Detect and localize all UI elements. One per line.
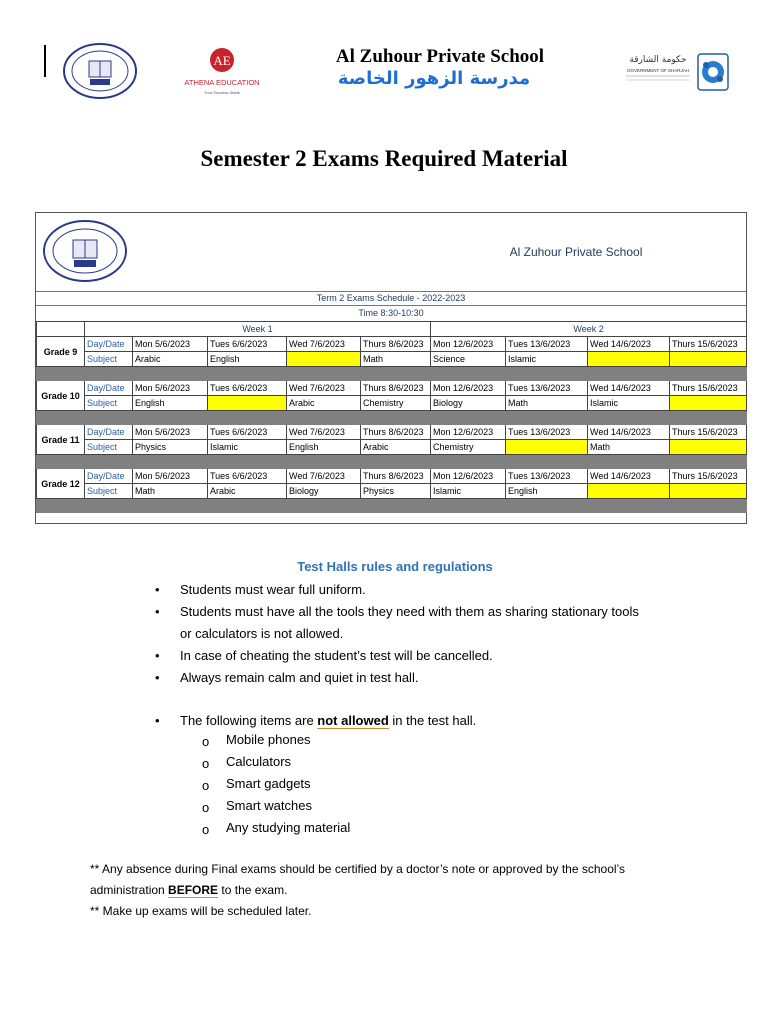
date-cell: Wed 7/6/2023	[287, 469, 361, 484]
date-row	[37, 425, 747, 440]
date-cell: Mon 12/6/2023	[431, 381, 506, 396]
schedule-subtitle: Term 2 Exams Schedule - 2022-2023	[316, 293, 466, 303]
separator-cell	[37, 367, 747, 381]
rule-item: Students must wear full uniform.	[180, 582, 366, 597]
date-cell: Thurs 8/6/2023	[361, 381, 431, 396]
week2-label: Week 2	[431, 322, 747, 337]
subject-cell: Chemistry	[431, 440, 506, 455]
bullet-icon: •	[155, 582, 160, 597]
empty-subject-cell	[588, 352, 670, 367]
date-cell: Mon 5/6/2023	[133, 425, 208, 440]
subject-cell: Arabic	[133, 352, 208, 367]
date-cell: Thurs 15/6/2023	[670, 337, 747, 352]
school-name-english: Al Zuhour Private School	[335, 46, 545, 67]
sub-bullet-icon: o	[202, 756, 210, 771]
subject-label: Subject	[85, 440, 133, 455]
bullet-icon: •	[155, 713, 160, 728]
sub-bullet-icon: o	[202, 822, 210, 837]
subject-cell: Math	[133, 484, 208, 499]
rule-item: Always remain calm and quiet in test hall.	[180, 670, 419, 685]
date-cell: Tues 6/6/2023	[208, 425, 287, 440]
before-emphasis: BEFORE	[168, 883, 219, 897]
subject-cell: Math	[506, 396, 588, 411]
date-row	[37, 469, 747, 484]
empty-subject-cell	[208, 396, 287, 411]
bullet-icon: •	[155, 604, 160, 619]
government-of-sharjah-logo	[620, 48, 732, 96]
date-cell: Tues 6/6/2023	[208, 381, 287, 396]
subject-cell: English	[506, 484, 588, 499]
sub-bullet-icon: o	[202, 734, 210, 749]
day-date-label: Day/Date	[85, 381, 133, 396]
not-allowed-item: Smart gadgets	[226, 776, 311, 791]
date-cell: Tues 13/6/2023	[506, 425, 588, 440]
not-allowed-item: Smart watches	[226, 798, 312, 813]
subject-label: Subject	[85, 484, 133, 499]
date-cell: Wed 14/6/2023	[588, 337, 670, 352]
rule-item: In case of cheating the student’s test will be cancelled.	[180, 648, 493, 663]
week-header-row	[37, 322, 747, 337]
empty-subject-cell	[670, 352, 747, 367]
not-allowed-item: Mobile phones	[226, 732, 311, 747]
separator-row	[37, 367, 747, 381]
svg-text:GOVERNMENT OF SHARJAH: GOVERNMENT OF SHARJAH	[627, 68, 689, 73]
date-cell: Thurs 15/6/2023	[670, 381, 747, 396]
school-name-arabic: مدرسة الزهور الخاصة	[337, 68, 531, 89]
schedule-time: Time 8:30-10:30	[358, 308, 424, 318]
svg-text:ATHENA EDUCATION: ATHENA EDUCATION	[184, 78, 260, 87]
subject-label: Subject	[85, 396, 133, 411]
subject-cell: Physics	[361, 484, 431, 499]
day-date-label: Day/Date	[85, 425, 133, 440]
schedule-table	[36, 321, 747, 513]
divider	[36, 291, 746, 292]
subject-cell: Islamic	[506, 352, 588, 367]
subject-cell: English	[287, 440, 361, 455]
not-allowed-intro: The following items are not allowed in the test hall.	[180, 713, 477, 728]
date-cell: Tues 6/6/2023	[208, 337, 287, 352]
subject-cell: Arabic	[287, 396, 361, 411]
rule-item: Students must have all the tools they need with them as sharing stationary tools	[180, 604, 639, 619]
date-cell: Mon 5/6/2023	[133, 337, 208, 352]
separator-cell	[37, 455, 747, 469]
subject-row	[37, 352, 747, 367]
separator-row	[37, 411, 747, 425]
date-cell: Wed 14/6/2023	[588, 425, 670, 440]
date-cell: Tues 6/6/2023	[208, 469, 287, 484]
date-cell: Tues 13/6/2023	[506, 381, 588, 396]
bullet-icon: •	[155, 648, 160, 663]
not-allowed-item: Any studying material	[226, 820, 351, 835]
date-cell: Wed 14/6/2023	[588, 469, 670, 484]
svg-text:حكومة الشارقة: حكومة الشارقة	[629, 55, 687, 65]
subject-cell: Math	[588, 440, 670, 455]
subject-cell: Biology	[431, 396, 506, 411]
day-date-label: Day/Date	[85, 469, 133, 484]
rule-item-continued: or calculators is not allowed.	[180, 626, 344, 641]
empty-subject-cell	[670, 396, 747, 411]
subject-cell: Math	[361, 352, 431, 367]
date-cell: Thurs 15/6/2023	[670, 425, 747, 440]
not-allowed-emphasis: not allowed	[317, 713, 389, 728]
note-makeup: ** Make up exams will be scheduled later.	[90, 904, 312, 918]
not-allowed-item: Calculators	[226, 754, 292, 769]
schedule-seal-logo	[42, 219, 128, 283]
separator-cell	[37, 499, 747, 513]
subject-row	[37, 440, 747, 455]
grade-label: Grade 9	[37, 337, 85, 367]
note-absence-continued: administration BEFORE to the exam.	[90, 883, 288, 897]
svg-text:AE: AE	[213, 53, 231, 68]
date-cell: Wed 14/6/2023	[588, 381, 670, 396]
grade-label: Grade 11	[37, 425, 85, 455]
date-cell: Thurs 8/6/2023	[361, 425, 431, 440]
date-cell: Mon 12/6/2023	[431, 425, 506, 440]
subject-row	[37, 396, 747, 411]
rules-title: Test Halls rules and regulations	[297, 559, 493, 574]
sub-bullet-icon: o	[202, 800, 210, 815]
subject-cell: Science	[431, 352, 506, 367]
grade-label: Grade 12	[37, 469, 85, 499]
divider	[36, 305, 746, 306]
week1-label: Week 1	[85, 322, 431, 337]
date-row	[37, 381, 747, 396]
empty-subject-cell	[506, 440, 588, 455]
empty-subject-cell	[670, 484, 747, 499]
date-cell: Wed 7/6/2023	[287, 425, 361, 440]
bullet-icon: •	[155, 670, 160, 685]
date-row	[37, 337, 747, 352]
date-cell: Mon 5/6/2023	[133, 381, 208, 396]
empty-subject-cell	[588, 484, 670, 499]
date-cell: Wed 7/6/2023	[287, 381, 361, 396]
day-date-label: Day/Date	[85, 337, 133, 352]
subject-cell: Islamic	[208, 440, 287, 455]
subject-cell: Arabic	[208, 484, 287, 499]
date-cell: Tues 13/6/2023	[506, 337, 588, 352]
date-cell: Thurs 8/6/2023	[361, 337, 431, 352]
subject-cell: Islamic	[431, 484, 506, 499]
subject-cell: Physics	[133, 440, 208, 455]
date-cell: Thurs 15/6/2023	[670, 469, 747, 484]
date-cell: Mon 12/6/2023	[431, 469, 506, 484]
separator-row	[37, 499, 747, 513]
subject-cell: English	[208, 352, 287, 367]
empty-cell	[37, 322, 85, 337]
date-cell: Thurs 8/6/2023	[361, 469, 431, 484]
subject-cell: English	[133, 396, 208, 411]
subject-cell: Islamic	[588, 396, 670, 411]
sub-bullet-icon: o	[202, 778, 210, 793]
subject-label: Subject	[85, 352, 133, 367]
empty-subject-cell	[670, 440, 747, 455]
page-title: Semester 2 Exams Required Material	[200, 146, 568, 171]
empty-subject-cell	[287, 352, 361, 367]
schedule-school-name: Al Zuhour Private School	[509, 245, 643, 259]
subject-cell: Biology	[287, 484, 361, 499]
date-cell: Mon 5/6/2023	[133, 469, 208, 484]
subject-cell: Arabic	[361, 440, 431, 455]
date-cell: Tues 13/6/2023	[506, 469, 588, 484]
subject-row	[37, 484, 747, 499]
grade-label: Grade 10	[37, 381, 85, 411]
date-cell: Mon 12/6/2023	[431, 337, 506, 352]
separator-row	[37, 455, 747, 469]
note-absence: ** Any absence during Final exams should be certified by a doctor’s note or approved by the school’s	[90, 862, 625, 876]
date-cell: Wed 7/6/2023	[287, 337, 361, 352]
exam-schedule	[35, 212, 747, 524]
subject-cell: Chemistry	[361, 396, 431, 411]
separator-cell	[37, 411, 747, 425]
svg-text:Your Success Starts: Your Success Starts	[204, 90, 240, 95]
